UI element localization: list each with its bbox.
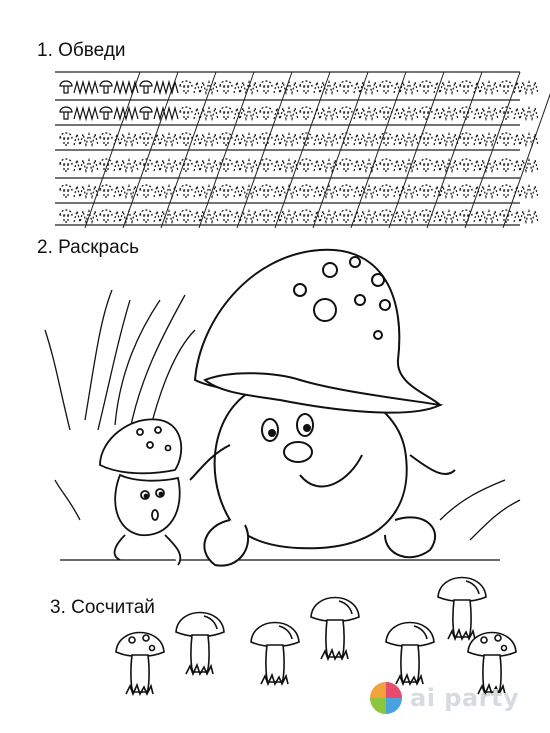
ball-icon (368, 680, 404, 716)
task-2-heading: 2. Раскрась (37, 237, 140, 258)
watermark-text: ai party (410, 684, 520, 712)
task-1-heading: 1. Обведи (37, 40, 126, 61)
mushroom-icon (116, 633, 164, 695)
mushroom-icon (251, 623, 299, 685)
mushroom-icon (438, 578, 486, 640)
mushroom-icon (386, 623, 434, 685)
watermark-logo (368, 680, 519, 716)
task-3-heading: 3. Сосчитай (50, 597, 155, 618)
mushroom-icon (176, 613, 224, 675)
mushroom-icon (311, 598, 359, 660)
counting-mushrooms (116, 578, 516, 695)
